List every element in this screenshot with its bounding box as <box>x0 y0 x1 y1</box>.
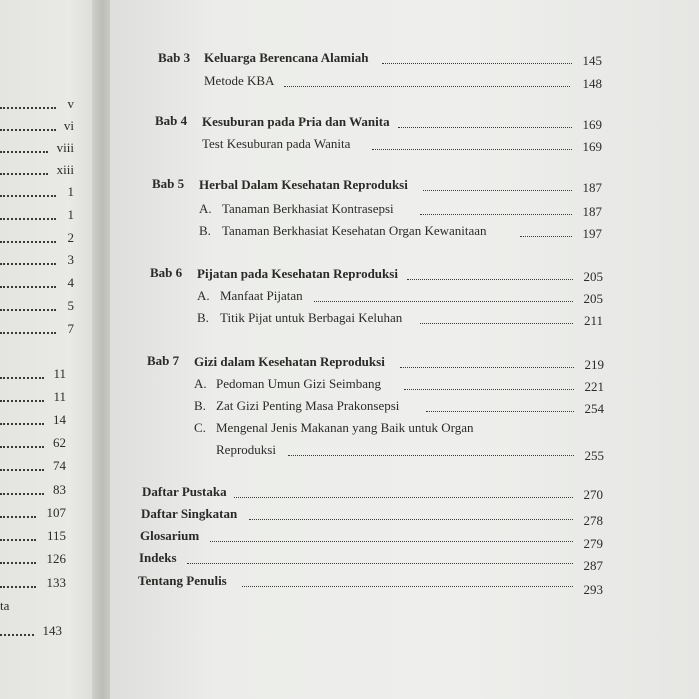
subsection-entry <box>220 288 603 306</box>
chapter-number: Bab 4 <box>155 113 188 128</box>
subsection-letter: B. <box>194 398 206 413</box>
chapter-entry <box>197 266 603 284</box>
subsection-title: Tanaman Berkhasiat Kontrasepsi <box>222 201 394 216</box>
left-toc-row: 133 <box>0 573 66 591</box>
chapter-entry <box>194 354 604 372</box>
back-matter-title: Tentang Penulis <box>138 573 227 588</box>
subsection-title: Titik Pijat untuk Berbagai Keluhan <box>220 310 403 325</box>
chapter-entry <box>202 114 602 132</box>
subsection-entry <box>220 310 603 328</box>
left-toc-row: 7 <box>0 319 74 337</box>
page-number: 270 <box>583 487 603 502</box>
chapter-title: Pijatan pada Kesehatan Reproduksi <box>197 266 398 281</box>
page-number: 205 <box>583 291 603 306</box>
left-toc-row: 14 <box>0 410 66 428</box>
subsection-letter: B. <box>199 223 211 238</box>
back-matter-title: Indeks <box>139 550 177 565</box>
subsection-letter: B. <box>197 310 209 325</box>
page-number: 211 <box>583 313 603 328</box>
page-number: 279 <box>583 536 603 551</box>
subsection-title: Metode KBA <box>204 73 275 88</box>
page-number: 187 <box>582 204 602 219</box>
left-toc-row: 62 <box>0 433 66 451</box>
subsection-entry <box>216 376 604 394</box>
subsection-title: Manfaat Pijatan <box>220 288 303 303</box>
page-number: 169 <box>582 139 602 154</box>
chapter-entry <box>199 177 602 195</box>
subsection-letter: A. <box>197 288 210 303</box>
back-matter-title: Glosarium <box>140 528 200 543</box>
left-toc-row: 83 <box>0 480 66 498</box>
subsection-title: Tanaman Berkhasiat Kesehatan Organ Kewanitaan <box>222 223 487 238</box>
page-number: 221 <box>584 379 604 394</box>
left-toc-row: 126 <box>0 549 66 567</box>
subsection-title: Test Kesuburan pada Wanita <box>202 136 351 151</box>
chapter-number: Bab 6 <box>150 265 183 280</box>
subsection-title-continued: Reproduksi <box>216 442 276 457</box>
subsection-letter: A. <box>199 201 212 216</box>
back-matter-entry <box>141 506 603 528</box>
left-toc-row: 3 <box>0 250 74 268</box>
subsection-title: Mengenal Jenis Makanan yang Baik untuk Organ <box>216 420 474 435</box>
back-matter-entry <box>138 573 603 597</box>
subsection-letter: A. <box>194 376 207 391</box>
subsection-title: Pedoman Umun Gizi Seimbang <box>216 376 382 391</box>
page-number: 148 <box>582 76 602 91</box>
subsection-entry <box>216 398 604 416</box>
page-number: 254 <box>584 401 604 416</box>
left-toc-row: 5 <box>0 296 74 314</box>
subsection-entry <box>222 201 602 219</box>
back-matter-entry <box>142 484 603 502</box>
left-toc-row: 11 <box>0 364 66 382</box>
page-number: 287 <box>583 558 603 573</box>
subsection-entry <box>216 442 604 463</box>
chapter-number: Bab 3 <box>158 50 191 65</box>
chapter-title: Kesuburan pada Pria dan Wanita <box>202 114 390 129</box>
page-number: 145 <box>582 53 602 68</box>
left-toc-row: 143 <box>0 621 62 639</box>
chapter-title: Herbal Dalam Kesehatan Reproduksi <box>199 177 408 192</box>
chapter-number: Bab 7 <box>147 353 180 368</box>
left-toc-row: 115 <box>0 526 66 544</box>
page-number: 205 <box>583 269 603 284</box>
left-toc-row: 1 <box>0 205 74 223</box>
page-number: 169 <box>582 117 602 132</box>
chapter-title: Gizi dalam Kesehatan Reproduksi <box>194 354 385 369</box>
subsection-entry <box>222 223 602 241</box>
back-matter-title: Daftar Pustaka <box>142 484 227 499</box>
chapter-number: Bab 5 <box>152 176 185 191</box>
left-toc-row: 2 <box>0 228 74 246</box>
left-toc-row: 11 <box>0 387 66 405</box>
left-toc-row: vi <box>0 116 74 134</box>
back-matter-entry <box>140 528 603 551</box>
page-number: 197 <box>582 226 602 241</box>
left-text-fragment: ta <box>0 598 10 613</box>
right-page <box>110 0 699 699</box>
subsection-entry <box>202 136 602 154</box>
left-toc-row: 4 <box>0 273 74 291</box>
back-matter-entry <box>139 550 603 573</box>
page-number: 278 <box>583 513 603 528</box>
left-toc-row: 1 <box>0 182 74 200</box>
back-matter-title: Daftar Singkatan <box>141 506 238 521</box>
page-number: 293 <box>583 582 603 597</box>
left-toc-row: viii <box>0 138 74 156</box>
left-toc-row: v <box>0 94 74 112</box>
subsection-letter: C. <box>194 420 206 435</box>
chapter-title: Keluarga Berencana Alamiah <box>204 50 369 65</box>
left-toc-row: xiii <box>0 160 74 178</box>
page-number: 255 <box>584 448 604 463</box>
page-number: 187 <box>582 180 602 195</box>
left-page <box>0 0 100 699</box>
subsection-entry <box>204 73 602 91</box>
chapter-entry <box>204 50 602 68</box>
subsection-title: Zat Gizi Penting Masa Prakonsepsi <box>216 398 400 413</box>
left-toc-row: 107 <box>0 503 66 521</box>
page-number: 219 <box>584 357 604 372</box>
left-toc-row: 74 <box>0 456 66 474</box>
